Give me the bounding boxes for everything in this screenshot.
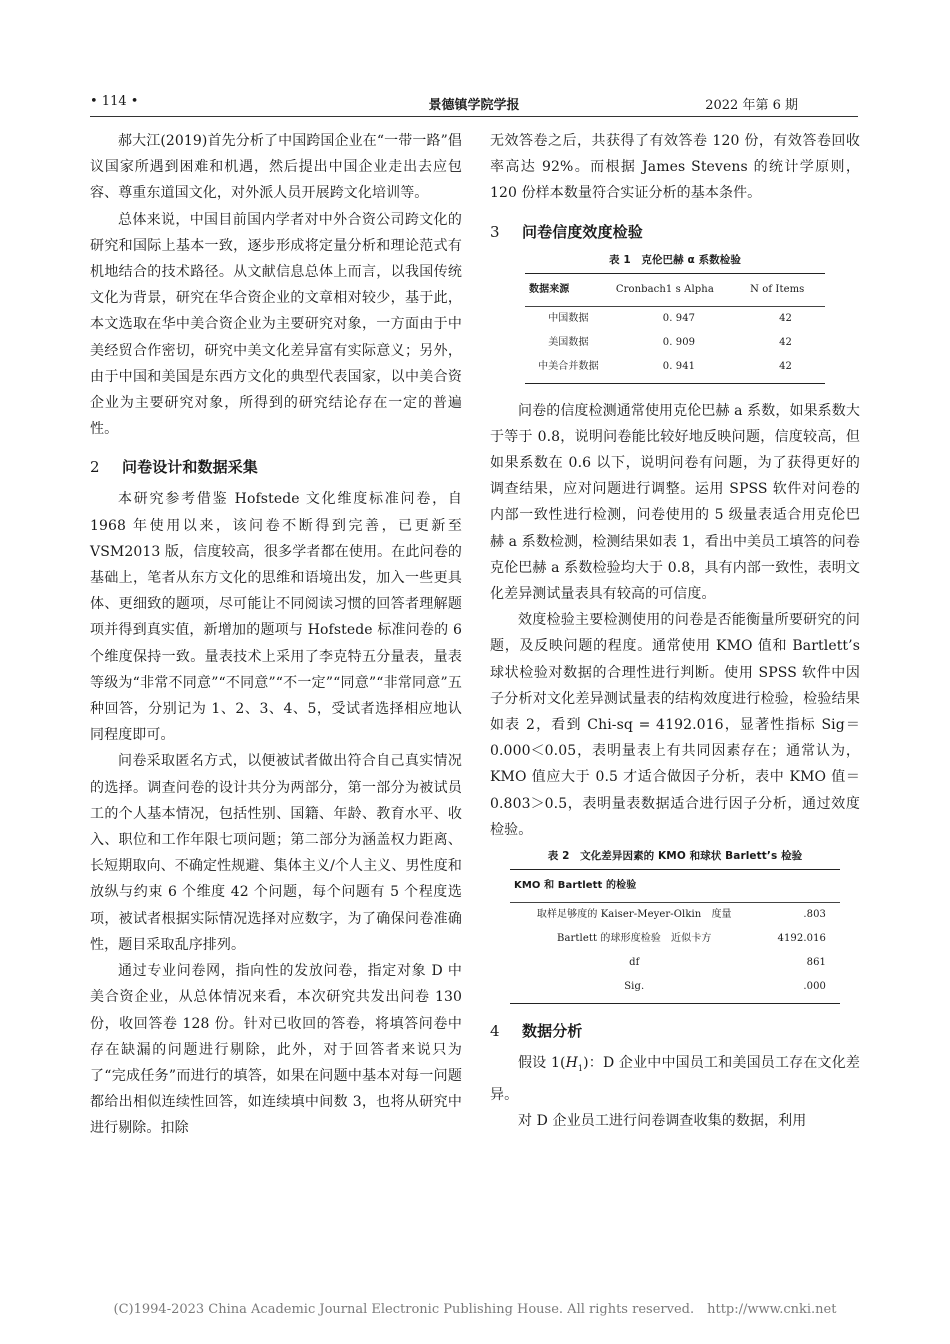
paragraph: 本研究参考借鉴 Hofstede 文化维度标准问卷，自 1968 年使用以来，该问卷不断得到完善，已更新至 VSM2013 版，信度较高，很多学者都在使用。在此问卷的基础上，笔者从东方文化的思维和语境出发，加入一些更具体、更细致的题项，尽可能让不同阅读习惯的回答者理解题项并得到真实值，新增加的题项与 Hofstede 标准问卷的 6 个维度保持一致。量表技术上采用了李克特五分量表，量表等级为“非常不同意”“不同意”“不一定”“同意”“非常同意”五种回答，分别记为 1、2、3、4、5，受试者选择相应地认同程度即可。 <box>90 491 462 744</box>
copyright-footer: (C)1994-2023 China Academic Journal Electronic Publishing House. All rights reserved. http://www.cnki.net <box>113 1302 837 1317</box>
table-row <box>510 951 840 975</box>
table-cell: 取样足够度的 Kaiser-Meyer-Olkin 度量 <box>536 909 732 921</box>
table-row <box>525 355 825 384</box>
table-header: Cronbach1 s Alpha <box>612 273 746 306</box>
table-header: N of Items <box>746 273 825 306</box>
table-row <box>525 306 825 331</box>
right-column <box>490 128 860 1134</box>
section-title: 数据分析 <box>522 1022 583 1041</box>
table-cell: 42 <box>746 355 825 384</box>
table-cell: Sig. <box>510 975 758 1004</box>
table-caption: 表 1 克伦巴赫 α 系数检验 <box>609 253 741 266</box>
table-header: KMO 和 Bartlett 的检验 <box>510 870 840 903</box>
table-cell: 美国数据 <box>548 336 589 348</box>
page-number: • 114 • <box>90 94 139 109</box>
paragraph: 郝大江(2019)首先分析了中国跨国企业在“一带一路”倡议国家所遇到困难和机遇，然后提出中国企业走出去应包容、尊重东道国文化，对外派人员开展跨文化培训等。 <box>90 133 462 202</box>
table-cell: 中美合并数据 <box>525 355 612 384</box>
table-cell: 中国数据 <box>548 312 589 324</box>
section-heading <box>90 454 462 480</box>
table-row <box>525 331 825 355</box>
kmo-table <box>510 869 840 1004</box>
section-number: 2 <box>90 458 100 477</box>
issue-label: 2022 年第 6 期 <box>705 98 798 113</box>
table-cell: df <box>629 957 640 969</box>
paragraph: 效度检验主要检测使用的问卷是否能衡量所要研究的问题，及反映问题的程度。通常使用 KMO 值和 Bartlett’s 球状检验对数据的合理性进行判断。使用 SPSS 软件中因子分析对文化差异测试量表的结构效度进行检验，检验结果如表 2，看到 Chi-sq = 4192.016，显著性指标 Sig＝0.000＜0.05，表明量表上有共同因素存在；通常认为，KMO 值应大于 0.5 才适合做因子分析，表中 KMO 值＝0.803＞0.5，表明量表数据适合进行因子分析，通过效度检验。 <box>490 612 860 838</box>
table-header-row <box>525 273 825 306</box>
table-row <box>510 927 840 951</box>
table-cell: 0. 909 <box>662 336 696 348</box>
subscript: 1 <box>577 1063 584 1073</box>
hypothesis-symbol: H <box>565 1055 578 1072</box>
table-row <box>510 903 840 928</box>
table-cell: .000 <box>758 975 840 1004</box>
table-caption: 表 2 文化差异因素的 KMO 和球状 Barlett’s 检验 <box>547 850 803 863</box>
paragraph: 通过专业问卷网，指向性的发放问卷，指定对象 D 中美合资企业，从总体情况来看，本次研究共发出问卷 130 份，收回答卷 128 份。针对已收回的答卷，将填答问卷中存在缺漏的问题进行剔除，此外，对于回答者来说只为了“完成任务”而进行的填答，如果在问题中基本对每一问题都给出相似连续性回答，如连续填中间数 3，也将从研究中进行剔除。扣除 <box>90 963 462 1137</box>
journal-title: 景德镇学院学报 <box>428 98 520 113</box>
header-rule <box>90 116 858 117</box>
table-cell: .803 <box>803 909 826 921</box>
text-run: 假设 1( <box>518 1055 566 1072</box>
table-header: 数据来源 <box>525 273 612 306</box>
table-row <box>510 975 840 1004</box>
section-title: 问卷信度效度检验 <box>522 222 643 241</box>
table-cell: 0. 947 <box>662 312 696 324</box>
reliability-table <box>525 273 825 384</box>
section-title: 问卷设计和数据采集 <box>122 458 258 477</box>
table-header-row <box>510 870 840 903</box>
section-heading <box>490 219 860 245</box>
page-header <box>90 92 858 114</box>
section-number: 3 <box>490 222 500 241</box>
table-cell: 4192.016 <box>777 933 826 945</box>
table-cell: Bartlett 的球形度检验 近似卡方 <box>557 933 712 945</box>
table-cell: 0. 941 <box>612 355 746 384</box>
paragraph: 对 D 企业员工进行问卷调查收集的数据，利用 <box>518 1113 807 1130</box>
table-cell: 42 <box>779 312 792 324</box>
paragraph: 无效答卷之后，共获得了有效答卷 120 份，有效答卷回收率高达 92%。而根据 James Stevens 的统计学原则，120 份样本数量符合实证分析的基本条件。 <box>490 133 860 202</box>
text-run: )：D 企业中中国员工和美国员工存在文化差异。 <box>490 1055 860 1104</box>
paragraph <box>490 1050 860 1108</box>
table-cell: 861 <box>806 957 826 969</box>
paragraph: 总体来说，中国目前国内学者对中外合资公司跨文化的研究和国际上基本一致，逐步形成将定量分析和理论范式有机地结合的技术路径。从文献信息总体上而言，以我国传统文化为背景，研究在华合资企业的文章相对较少，基于此，本文选取在华中美合资企业为主要研究对象，一方面由于中美经贸合作密切，研究中美文化差异富有实际意义；另外，由于中国和美国是东西方文化的典型代表国家，以中美合资企业为主要研究对象，所得到的研究结论存在一定的普遍性。 <box>90 211 462 438</box>
paragraph: 问卷的信度检测通常使用克伦巴赫 a 系数，如果系数大于等于 0.8，说明问卷能比较好地反映问题，信度较高，但如果系数在 0.6 以下，说明问卷有问题，为了获得更好的调查结果，应对问题进行调整。运用 SPSS 软件对问卷的内部一致性进行检测，问卷使用的 5 级量表适合用克伦巴赫 a 系数检测，检测结果如表 1，看出中美员工填答的问卷克伦巴赫 a 系数检验均大于 0.8，具有内部一致性，表明文化差异测试量表具有较高的可信度。 <box>490 402 860 603</box>
left-column <box>90 128 462 1142</box>
section-heading <box>490 1018 860 1044</box>
section-number: 4 <box>490 1022 500 1041</box>
table-cell: 42 <box>779 336 792 348</box>
paragraph: 问卷采取匿名方式，以便被试者做出符合自己真实情况的选择。调查问卷的设计共分为两部分，第一部分为被试员工的个人基本情况，包括性别、国籍、年龄、教育水平、收入、职位和工作年限七项问题；第二部分为涵盖权力距离、长短期取向、不确定性规避、集体主义/个人主义、男性度和放纵与约束 6 个维度 42 个问题，每个问题有 5 个程度选项，被试者根据实际情况选择对应数字，为了确保问卷准确性，题目采取乱序排列。 <box>90 753 462 953</box>
